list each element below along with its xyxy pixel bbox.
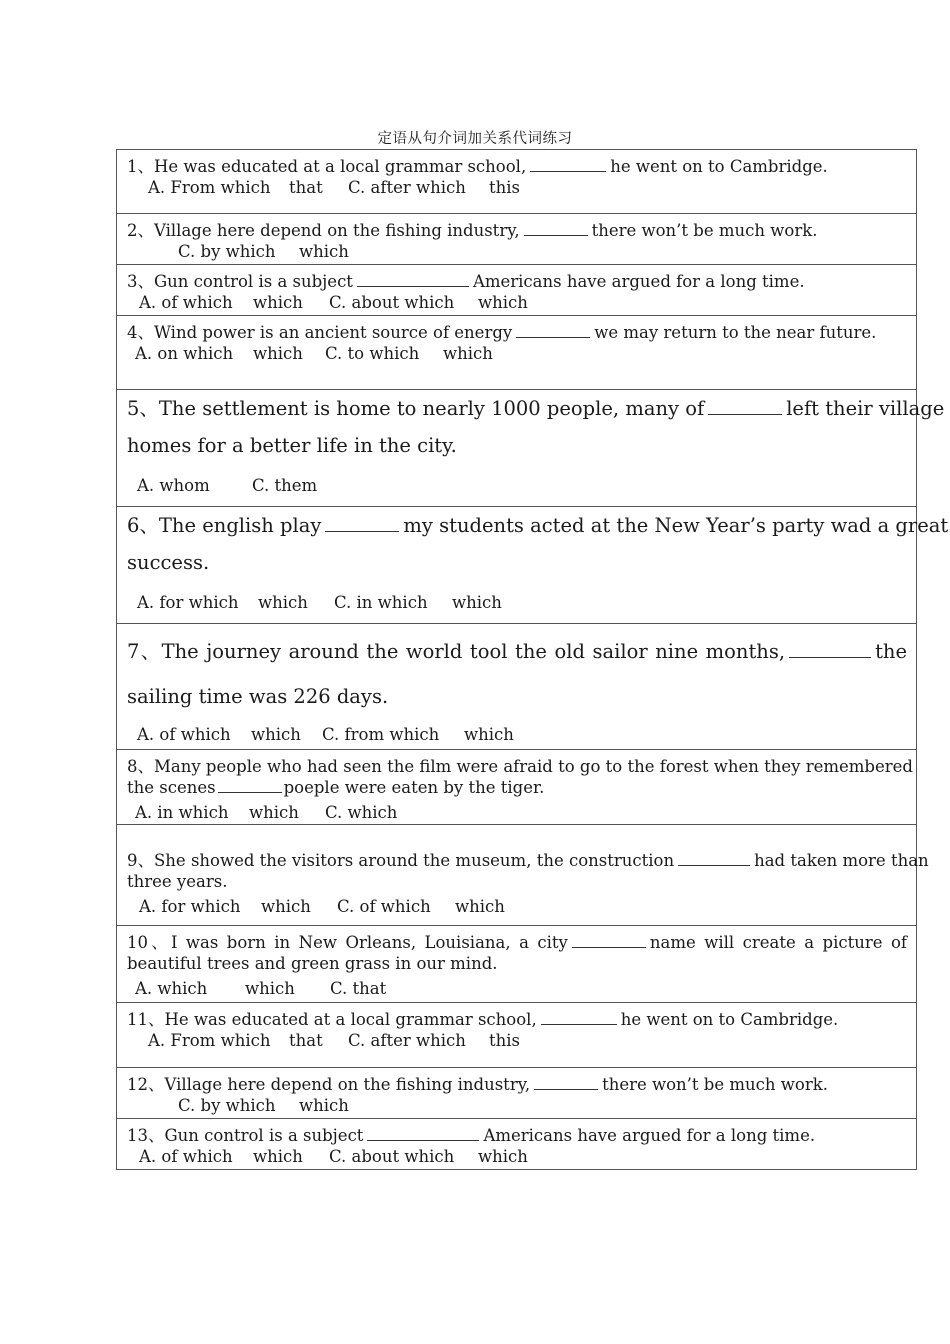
- question-row-1: [116, 149, 917, 214]
- question-row-3: [116, 265, 917, 316]
- option-b: which: [253, 293, 303, 312]
- option-a: A. which: [135, 979, 208, 998]
- question-number: 13、: [127, 1126, 165, 1145]
- option-d: which: [299, 242, 349, 261]
- question-number: 9、: [127, 851, 154, 870]
- option-c: C. about which: [329, 1147, 455, 1166]
- option-a: A. in which: [135, 803, 229, 822]
- question-stem-end: had taken more than: [754, 851, 929, 870]
- answer-blank[interactable]: [524, 234, 588, 236]
- option-d: which: [452, 593, 502, 612]
- question-number: 1、: [127, 157, 154, 176]
- question-stem: I was born in New Orleans, Louisiana, a city: [170, 933, 568, 952]
- question-stem: Village here depend on the fishing industry,: [154, 221, 520, 240]
- option-c: C. of which: [337, 897, 431, 916]
- question-stem: He was educated at a local grammar school,: [154, 157, 527, 176]
- question-number: 7、: [127, 640, 162, 663]
- question-stem: Village here depend on the fishing industry,: [164, 1075, 531, 1094]
- question-number: 2、: [127, 221, 154, 240]
- question-text-line2: homes for a better life in the city.: [127, 434, 457, 457]
- question-text: [127, 929, 907, 953]
- question-text: [127, 847, 929, 871]
- question-table: [116, 149, 949, 1170]
- answer-blank[interactable]: [678, 864, 750, 866]
- question-stem-end: the: [875, 640, 907, 663]
- option-a: A. whom: [137, 476, 210, 495]
- answer-blank[interactable]: [708, 413, 782, 415]
- question-text-line2: success.: [127, 551, 210, 574]
- option-c: C. about which: [329, 293, 455, 312]
- question-number: 10、: [127, 933, 171, 952]
- question-text: [127, 510, 949, 538]
- answer-blank[interactable]: [541, 1023, 617, 1025]
- option-b: which: [245, 979, 295, 998]
- question-stem: the scenes: [127, 778, 216, 797]
- question-stem: The english play: [158, 514, 322, 537]
- option-c: C. which: [325, 803, 398, 822]
- question-stem-end: we may return to the near future.: [594, 323, 877, 342]
- question-number: 6、: [127, 514, 159, 537]
- question-stem: Gun control is a subject: [154, 272, 353, 291]
- answer-blank[interactable]: [534, 1088, 598, 1090]
- question-text: [127, 753, 913, 777]
- question-row-9: [116, 825, 929, 926]
- question-text-line2: sailing time was 226 days.: [127, 685, 389, 708]
- option-b: which: [261, 897, 311, 916]
- question-text: [127, 1071, 907, 1095]
- question-stem-end: my students acted at the New Year’s party wad a great: [403, 514, 949, 537]
- question-row-13: [116, 1119, 917, 1170]
- question-number: 3、: [127, 272, 154, 291]
- question-number: 8、: [127, 757, 154, 776]
- question-stem-end: name will create a picture of: [649, 933, 907, 952]
- option-d: which: [478, 293, 528, 312]
- option-d: which: [464, 725, 514, 744]
- option-c: C. after which: [348, 178, 466, 197]
- option-a: A. on which: [135, 344, 234, 363]
- question-text: [127, 319, 907, 343]
- option-a: A. of which: [139, 293, 233, 312]
- option-b: which: [253, 1147, 303, 1166]
- question-row-10: [116, 926, 917, 1003]
- answer-blank[interactable]: [572, 946, 646, 948]
- option-a: A. From which: [148, 178, 271, 197]
- question-stem-end: he went on to Cambridge.: [620, 1010, 839, 1029]
- question-number: 5、: [127, 397, 159, 420]
- question-text-line2: beautiful trees and green grass in our mind.: [127, 954, 498, 973]
- question-text: [127, 1122, 907, 1146]
- question-text: [127, 636, 907, 664]
- question-row-4: [116, 316, 917, 390]
- question-stem-end: there won’t be much work.: [602, 1075, 828, 1094]
- question-stem-end: Americans have argued for a long time.: [472, 272, 805, 291]
- question-stem: He was educated at a local grammar school,: [164, 1010, 537, 1029]
- question-text-line2: [127, 778, 907, 797]
- question-row-8: [116, 750, 917, 825]
- option-c: C. to which: [325, 344, 420, 363]
- question-row-7: [116, 624, 917, 750]
- question-number: 12、: [127, 1075, 165, 1094]
- option-d: which: [478, 1147, 528, 1166]
- question-stem: The journey around the world tool the old sailor nine months,: [161, 640, 786, 663]
- option-a: A. of which: [137, 725, 231, 744]
- question-stem-end: there won’t be much work.: [591, 221, 818, 240]
- option-b: which: [251, 725, 301, 744]
- question-stem-end: Americans have argued for a long time.: [483, 1126, 816, 1145]
- answer-blank[interactable]: [530, 170, 606, 172]
- question-text: [127, 217, 907, 241]
- page-title: 定语从句介词加关系代词练习: [377, 131, 573, 147]
- question-text: [127, 153, 907, 177]
- question-number: 4、: [127, 323, 154, 342]
- option-d: which: [299, 1096, 349, 1115]
- question-row-11: [116, 1003, 917, 1068]
- answer-blank[interactable]: [516, 336, 590, 338]
- question-row-6: [116, 507, 949, 624]
- option-b: that: [289, 178, 323, 197]
- answer-blank[interactable]: [357, 285, 469, 287]
- option-a: A. for which: [137, 593, 239, 612]
- option-c: C. that: [330, 979, 387, 998]
- option-b: which: [258, 593, 308, 612]
- question-stem-end: left their village: [786, 397, 945, 420]
- question-stem-end: poeple were eaten by the tiger.: [283, 778, 545, 797]
- option-a: A. From which: [148, 1031, 271, 1050]
- question-row-2: [116, 214, 917, 265]
- answer-blank[interactable]: [789, 656, 871, 658]
- option-c: C. by which: [178, 242, 276, 261]
- option-a: A. of which: [139, 1147, 233, 1166]
- option-b: which: [253, 344, 303, 363]
- question-stem: The settlement is home to nearly 1000 people, many of: [158, 397, 705, 420]
- option-d: this: [489, 178, 521, 197]
- option-b: that: [289, 1031, 323, 1050]
- option-d: which: [443, 344, 493, 363]
- option-c: C. from which: [322, 725, 440, 744]
- question-row-5: [116, 390, 945, 507]
- question-stem: Wind power is an ancient source of energy: [154, 323, 513, 342]
- option-a: A. for which: [139, 897, 241, 916]
- answer-blank[interactable]: [325, 530, 399, 532]
- question-text: [127, 393, 945, 421]
- option-d: this: [489, 1031, 521, 1050]
- question-row-12: [116, 1068, 917, 1119]
- question-stem: She showed the visitors around the museum, the construction: [154, 851, 675, 870]
- question-stem: Many people who had seen the film were afraid to go to the forest when they remembered: [154, 757, 913, 776]
- question-number: 11、: [127, 1010, 165, 1029]
- option-d: which: [455, 897, 505, 916]
- option-b: which: [249, 803, 299, 822]
- option-c: C. by which: [178, 1096, 276, 1115]
- answer-blank[interactable]: [218, 791, 282, 793]
- question-text: [127, 1006, 907, 1030]
- answer-blank[interactable]: [367, 1139, 479, 1141]
- question-stem-end: he went on to Cambridge.: [610, 157, 828, 176]
- option-c: C. them: [252, 476, 318, 495]
- option-c: C. in which: [334, 593, 428, 612]
- question-text: [127, 268, 907, 292]
- question-stem: Gun control is a subject: [164, 1126, 364, 1145]
- question-text-line2: three years.: [127, 872, 228, 891]
- option-c: C. after which: [348, 1031, 466, 1050]
